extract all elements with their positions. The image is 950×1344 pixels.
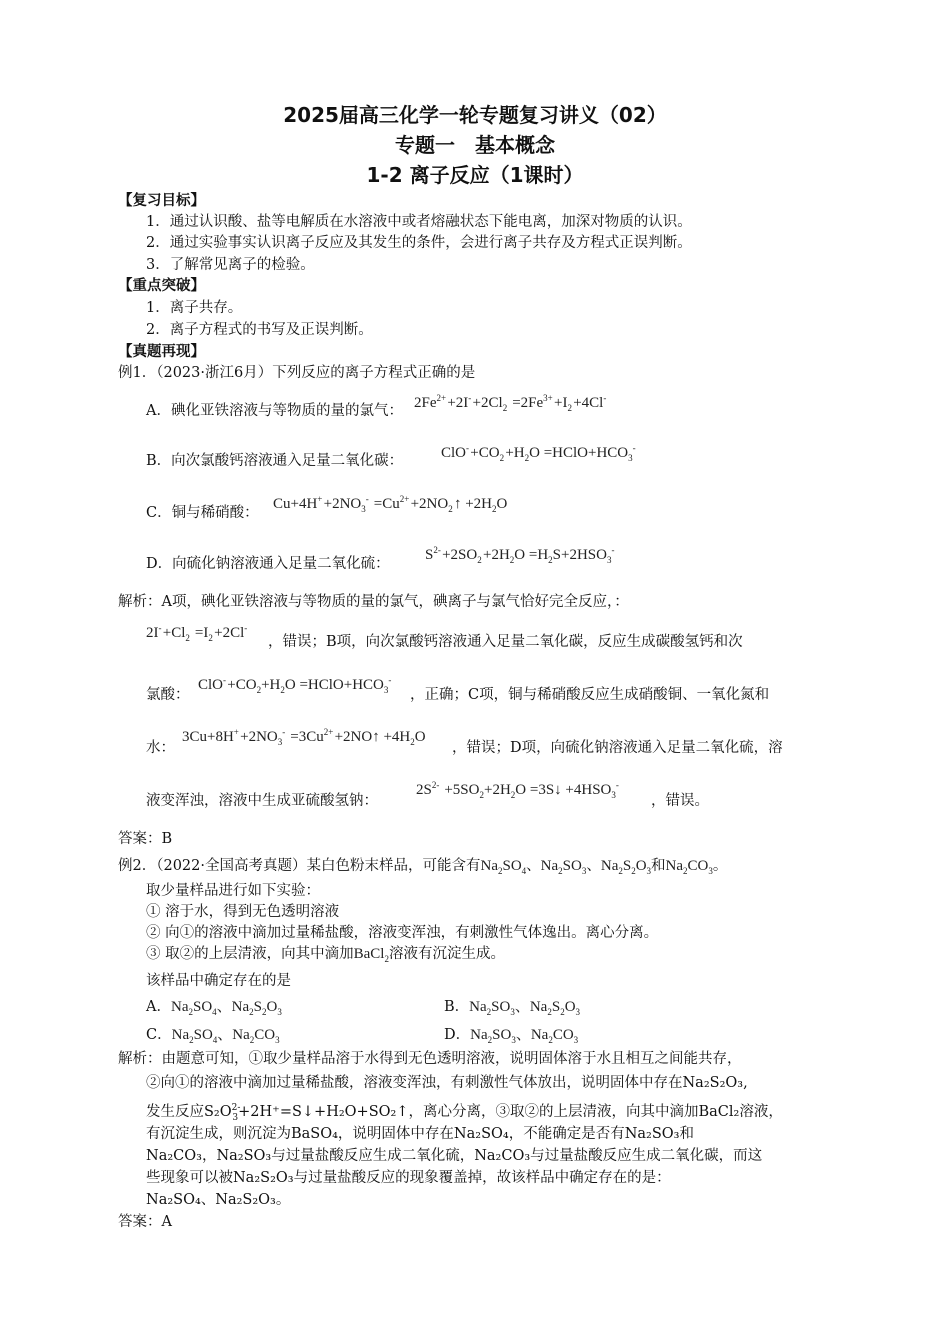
example2-analysis: 些现象可以被Na₂S₂O₃与过量盐酸反应的现象覆盖掉，故该样品中确定存在的是： — [146, 1170, 671, 1186]
example2-step — [146, 943, 505, 969]
separator: 、 — [586, 858, 601, 874]
analysis-equation-a: 2I- $+Cl_2$ $=I_2$ +2Cl- — [146, 623, 248, 643]
example2-option-d — [444, 1024, 578, 1050]
example2-analysis: ②向①的溶液中滴加过量稀盐酸，溶液变浑浊，有刺激性气体放出，说明固体中存在Na₂S₂O₃, — [146, 1075, 748, 1091]
example2-option-b — [444, 996, 580, 1022]
topic-title: 专题一 基本概念 — [395, 133, 555, 157]
example1-stem: 例1．（2023·浙江6月）下列反应的离子方程式正确的是 — [118, 365, 476, 381]
example1-analysis: 解析：A项，碘化亚铁溶液与等物质的量的氯气，碘离子与氯气恰好完全反应，： — [118, 594, 629, 610]
example2-option-c — [146, 1024, 280, 1050]
analysis-text: +2H⁺=S↓+H₂O+SO₂↑，离心分离，③取②的上层清液，向其中滴加BaCl₂溶液， — [238, 1104, 783, 1120]
example2-step3-text: 溶液有沉淀生成。 — [388, 946, 505, 962]
example2-stem-text: 例2．（2022·全国高考真题）某白色粉末样品，可能含有 — [118, 858, 481, 874]
example2-analysis: Na₂CO₃，Na₂SO₃与过量盐酸反应生成二氧化硫，Na₂CO₃与过量盐酸反应生成二氧化碳，而这 — [146, 1148, 763, 1164]
formula-na2co3: $Na_2CO_3$ — [665, 858, 713, 876]
example1-option-d: D．向硫化钠溶液通入足量二氧化硫： — [146, 556, 390, 572]
goal-item: 3．了解常见离子的检验。 — [146, 257, 315, 273]
example2-answer: 答案：A — [118, 1214, 172, 1230]
example1-option-b: B．向次氯酸钙溶液通入足量二氧化碳： — [146, 453, 404, 469]
option-label: A． — [146, 999, 171, 1015]
past-heading: 【真题再现】 — [118, 344, 205, 360]
example2-step3-text: ③ 取②的上层清液，向其中滴加 — [146, 946, 354, 962]
analysis-equation-b: ClO- $+CO_2+H_2O$ $=HClO+HCO_3^-$ — [198, 675, 392, 695]
goal-item: 2．通过实验事实认识离子反应及其发生的条件，会进行离子共存及方程式正误判断。 — [146, 235, 692, 251]
goals-heading: 【复习目标】 — [118, 193, 205, 209]
conjunction: 和 — [651, 858, 666, 874]
formula-na2so3: $Na_2SO_3$ — [540, 858, 587, 876]
separator: 、 — [526, 858, 541, 874]
equation-b: ClO- $+CO_2$ $+H_2O$ $=HClO+HCO_3^-$ — [441, 443, 636, 463]
example1-option-c: C．铜与稀硝酸： — [146, 505, 259, 521]
example1-analysis: ，正确；C项，铜与稀硝酸反应生成硝酸铜、一氧化氮和 — [410, 687, 770, 703]
example2-analysis: 有沉淀生成，则沉淀为BaSO₄，说明固体中存在Na₂SO₄，不能确定是否有Na₂SO₃和 — [146, 1126, 694, 1142]
formula-na2so4: $Na_2SO_4$ — [480, 858, 527, 876]
example2-question: 该样品中确定存在的是 — [146, 973, 291, 989]
option-label: B． — [444, 999, 470, 1015]
example2-intro: 取少量样品进行如下实验： — [146, 883, 320, 899]
example2-analysis: Na₂SO₄、Na₂S₂O₃。 — [146, 1192, 291, 1208]
example2-stem — [118, 855, 727, 881]
option-formula: $Na_2SO_3$、$Na_2S_2O_3$ — [469, 999, 581, 1017]
example1-analysis: ，错误；D项，向硫化钠溶液通入足量二氧化硫，溶 — [452, 740, 783, 756]
example2-analysis: 解析：由题意可知，①取少量样品溶于水得到无色透明溶液，说明固体溶于水且相互之间能共存， — [118, 1051, 742, 1067]
analysis-equation-d: $2S^{2-}$ $+5SO_2+2H_2O$ =3S↓ $+4HSO_3^-$ — [416, 780, 619, 800]
option-label: D． — [444, 1027, 471, 1043]
goal-item: 1．通过认识酸、盐等电解质在水溶液中或者熔融状态下能电离，加深对物质的认识。 — [146, 214, 692, 230]
option-formula: $Na_2SO_4$、$Na_2CO_3$ — [171, 1027, 280, 1045]
example1-analysis: ，错误。 — [651, 793, 709, 809]
equation-c: Cu+4H+ $+2NO_3^-$ $=Cu^{2+}$ $+2NO_2$ ↑ $+2H_2O$ — [273, 494, 508, 514]
period: 。 — [712, 858, 728, 874]
equation-d: $S^{2-}$ $+2SO_2$ $+2H_2O =H_2S+2HSO_3^-$ — [425, 545, 615, 565]
example1-analysis: 氯酸： — [146, 687, 190, 703]
formula-na2s2o3: $Na_2S_2O_3$ — [600, 858, 652, 876]
option-formula: $Na_2SO_3$、$Na_2CO_3$ — [470, 1027, 579, 1045]
example1-option-a: A．碘化亚铁溶液与等物质的量的氯气： — [146, 403, 403, 419]
focus-item: 1．离子共存。 — [146, 300, 243, 316]
example1-analysis: ，错误；B项，向次氯酸钙溶液通入足量二氧化碳，反应生成碳酸氢钙和次 — [268, 634, 743, 650]
example2-step: ② 向①的溶液中滴加过量稀盐酸，溶液变浑浊，有刺激性气体逸出。离心分离。 — [146, 925, 659, 941]
option-formula: $Na_2SO_4$、$Na_2S_2O_3$ — [170, 999, 282, 1017]
example2-option-a — [146, 996, 282, 1022]
example2-step: ① 溶于水，得到无色透明溶液 — [146, 904, 340, 920]
subscript: 3 — [232, 1113, 239, 1123]
analysis-text: 发生反应S₂O — [146, 1104, 232, 1120]
formula-bacl2: BaCl$_2$ — [353, 946, 389, 964]
focus-heading: 【重点突破】 — [118, 278, 205, 294]
example1-analysis: 液变浑浊，溶液中生成亚硫酸氢钠： — [146, 793, 378, 809]
focus-item: 2．离子方程式的书写及正误判断。 — [146, 322, 373, 338]
equation-a: $2Fe^{2+}$ +2I- $+2Cl_2$ $=2Fe^{3+}$ $+I_2$ +4Cl- — [414, 393, 607, 413]
example1-answer: 答案：B — [118, 831, 173, 847]
lesson-title: 1-2 离子反应（1课时） — [366, 163, 584, 187]
example1-analysis: 水： — [146, 740, 175, 756]
superscript: 2- — [231, 1103, 241, 1113]
doc-title: 2025届高三化学一轮专题复习讲义（02） — [283, 103, 667, 127]
option-label: C． — [146, 1027, 172, 1043]
analysis-equation-c: 3Cu+8H+ $+2NO_3^-$ $=3Cu^{2+}$ +2NO↑ $+4H_2O$ — [182, 727, 426, 747]
